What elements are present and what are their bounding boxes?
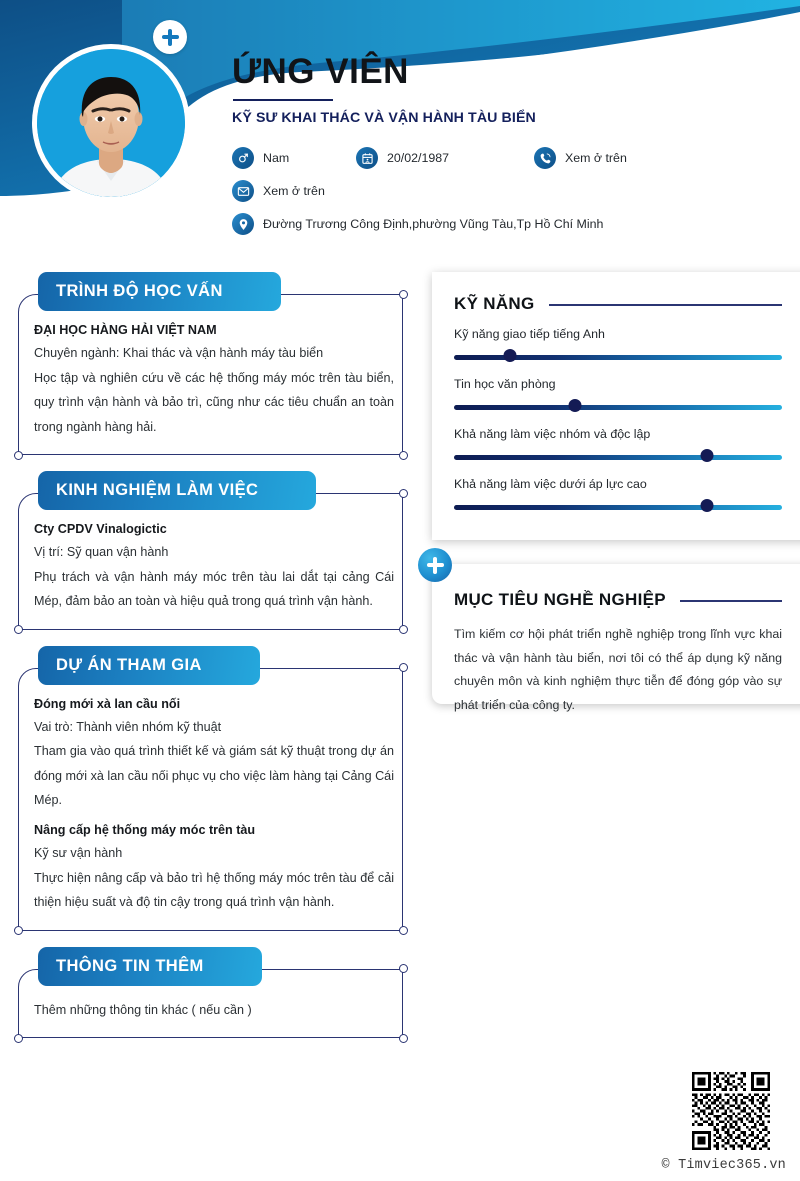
contact-phone-text: Xem ở trên xyxy=(565,151,627,166)
skill-label: Tin học văn phòng xyxy=(454,377,556,391)
skill-track xyxy=(454,455,782,460)
contact-row xyxy=(232,213,772,235)
left-column xyxy=(0,272,430,1054)
career-objective-panel xyxy=(432,564,800,712)
section-title-experience: KINH NGHIỆM LÀM VIỆC xyxy=(38,471,316,510)
skill-slider[interactable] xyxy=(454,500,782,514)
contact-list xyxy=(232,147,772,235)
section-title-projects: DỰ ÁN THAM GIA xyxy=(38,646,260,685)
location-icon xyxy=(232,213,254,235)
qr-code[interactable] xyxy=(692,1072,770,1150)
bracket-node xyxy=(399,964,408,973)
entry-paragraph: Tham gia vào quá trình thiết kế và giám sát kỹ thuật trong dự án đóng mới xà lan cầu nối phục vụ cho việc làm hàng tại Cảng Cái Mép. xyxy=(34,744,394,808)
entry-heading: Nâng cấp hệ thống máy móc trên tàu xyxy=(34,823,256,838)
contact-birthday xyxy=(356,147,534,169)
contact-row xyxy=(232,180,772,202)
cv-header xyxy=(0,0,800,272)
contact-phone xyxy=(534,147,627,169)
section-projects xyxy=(0,646,430,931)
contact-row xyxy=(232,147,772,169)
career-objective-paragraph: Tìm kiếm cơ hội phát triển nghề nghiệp trong lĩnh vực khai thác và vận hành tàu biển, nơi tôi có thể áp dụng kỹ năng chuyên môn và kinh nghiệm thực tiễn để đóng góp vào sự phát triển của công ty. xyxy=(454,627,782,712)
section-body-projects xyxy=(34,697,394,931)
name-underline xyxy=(233,99,333,102)
entry-line: Vai trò: Thành viên nhóm kỹ thuật xyxy=(34,719,222,734)
skills-title: KỸ NĂNG xyxy=(454,294,535,313)
entry-line: Chuyên ngành: Khai thác và vận hành máy tàu biển xyxy=(34,346,324,360)
career-objective-title: MỤC TIÊU NGHỀ NGHIỆP xyxy=(454,590,666,609)
skill-knob[interactable] xyxy=(503,349,516,362)
contact-email-text: Xem ở trên xyxy=(263,184,325,199)
skills-title-rule xyxy=(549,304,783,306)
skill-label: Khả năng làm việc nhóm và độc lập xyxy=(454,427,651,441)
qr-code-image xyxy=(692,1072,770,1150)
entry-line: Thêm những thông tin khác ( nếu cần ) xyxy=(34,1002,252,1017)
contact-gender xyxy=(232,147,356,169)
skill-item xyxy=(454,377,782,414)
header-text-block xyxy=(232,54,772,246)
section-body-education xyxy=(34,323,394,455)
bracket-node xyxy=(14,625,23,634)
skill-slider[interactable] xyxy=(454,450,782,464)
bracket-node xyxy=(399,451,408,460)
section-education xyxy=(0,272,430,455)
skills-header xyxy=(454,294,782,314)
job-title: KỸ SƯ KHAI THÁC VÀ VẬN HÀNH TÀU BIỂN xyxy=(232,110,536,127)
email-icon xyxy=(232,180,254,202)
section-experience xyxy=(0,471,430,630)
bracket-node xyxy=(399,290,408,299)
phone-icon xyxy=(534,147,556,169)
bracket-node xyxy=(399,663,408,672)
bracket-node xyxy=(399,625,408,634)
entry-line: Kỹ sư vận hành xyxy=(34,846,123,861)
skill-track xyxy=(454,405,782,410)
skill-knob[interactable] xyxy=(700,449,713,462)
section-title-additional-info: THÔNG TIN THÊM xyxy=(38,947,262,986)
skill-slider[interactable] xyxy=(454,350,782,364)
entry-heading: Đóng mới xà lan cầu nối xyxy=(34,696,181,711)
career-objective-title-rule xyxy=(680,600,782,602)
skill-knob[interactable] xyxy=(700,499,713,512)
section-title-education: TRÌNH ĐỘ HỌC VẤN xyxy=(38,272,281,311)
skill-track xyxy=(454,505,782,510)
contact-address-text: Đường Trương Công Định,phường Vũng Tàu,Tp Hồ Chí Minh xyxy=(263,217,604,232)
candidate-name: ỨNG VIÊN xyxy=(232,52,409,91)
bracket-node xyxy=(14,1034,23,1043)
skill-item xyxy=(454,427,782,464)
bracket-node xyxy=(399,926,408,935)
skill-label: Khả năng làm việc dưới áp lực cao xyxy=(454,477,647,491)
section-body-experience xyxy=(34,522,394,630)
section-body-additional-info xyxy=(34,998,394,1039)
bracket-node xyxy=(14,926,23,935)
bracket-node xyxy=(399,1034,408,1043)
contact-birthday-text: 20/02/1987 xyxy=(387,151,450,166)
skill-slider[interactable] xyxy=(454,400,782,414)
entry-paragraph: Học tập và nghiên cứu về các hệ thống máy móc trên tàu biển, quy trình vận hành và bảo trì, cũng như các tiêu chuẩn an toàn trong ngành hàng hải. xyxy=(34,370,394,434)
skill-item xyxy=(454,477,782,514)
bracket-node xyxy=(399,489,408,498)
calendar-icon xyxy=(356,147,378,169)
contact-address xyxy=(232,213,603,235)
entry-heading: ĐẠI HỌC HÀNG HẢI VIỆT NAM xyxy=(34,323,217,337)
avatar xyxy=(32,44,190,202)
add-goal-button[interactable] xyxy=(418,548,452,582)
skill-item xyxy=(454,327,782,364)
add-photo-button[interactable] xyxy=(153,20,187,54)
career-objective-header xyxy=(454,590,782,610)
gender-icon xyxy=(232,147,254,169)
skill-label: Kỹ năng giao tiếp tiếng Anh xyxy=(454,327,605,341)
contact-gender-text: Nam xyxy=(263,151,290,166)
skill-knob[interactable] xyxy=(569,399,582,412)
entry-paragraph: Phụ trách và vận hành máy móc trên tàu lai dắt tại cảng Cái Mép, đảm bảo an toàn và hiệu quả trong quá trình vận hành. xyxy=(34,569,394,609)
footer-copyright: © Timviec365.vn xyxy=(661,1158,786,1173)
section-additional-info xyxy=(0,947,430,1039)
entry-paragraph: Thực hiện nâng cấp và bảo trì hệ thống máy móc trên tàu để cải thiện hiệu suất và độ tin cậy trong quá trình vận hành. xyxy=(34,870,394,910)
bracket-node xyxy=(14,451,23,460)
entry-line: Vị trí: Sỹ quan vận hành xyxy=(34,545,169,560)
candidate-photo xyxy=(37,49,185,197)
skills-panel xyxy=(432,272,800,540)
contact-email xyxy=(232,180,325,202)
entry-heading: Cty CPDV Vinalogictic xyxy=(34,522,167,537)
